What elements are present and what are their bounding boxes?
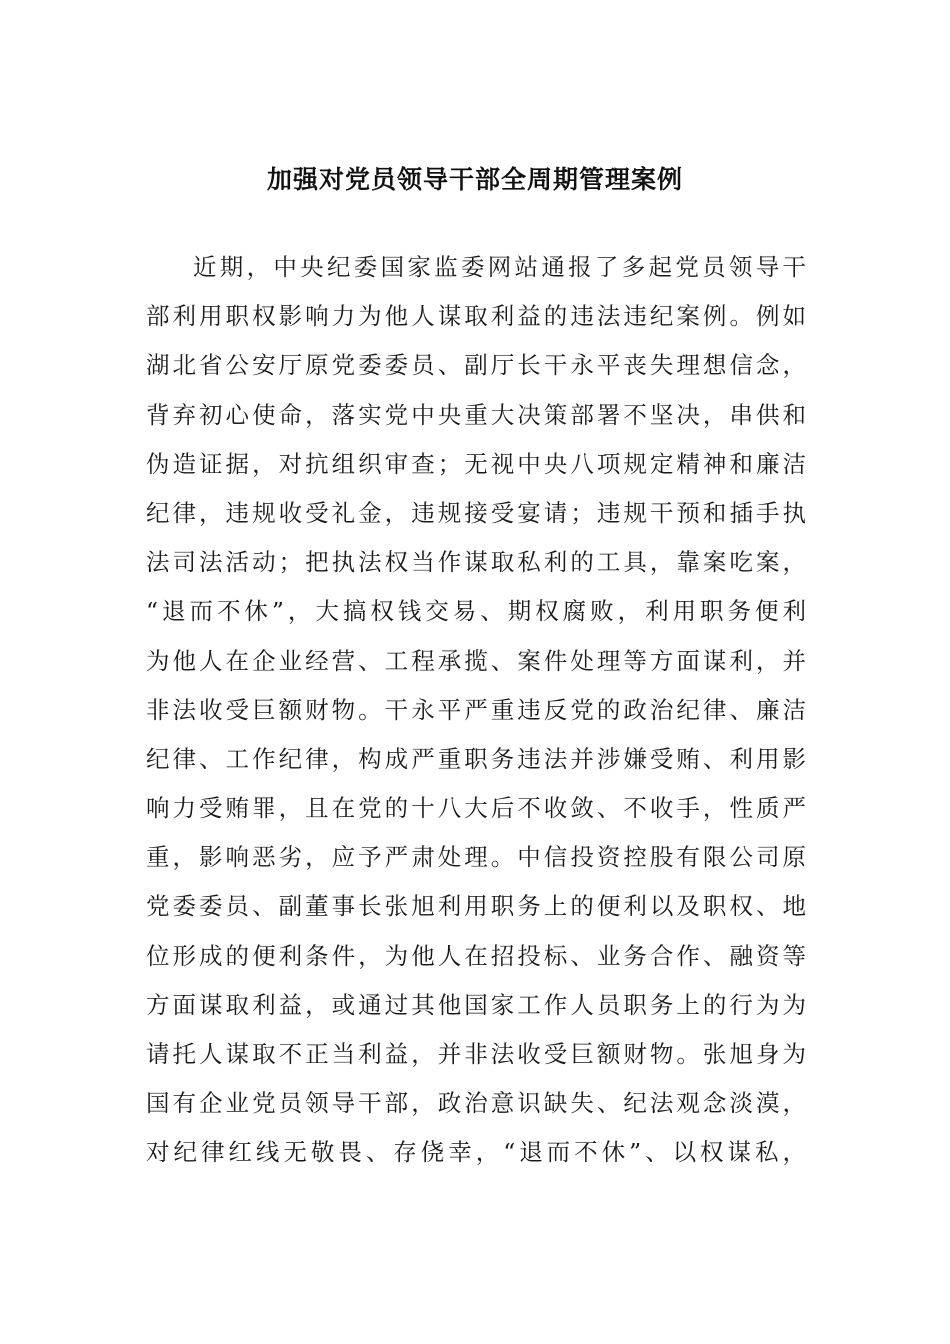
text-line: 对纪律红线无敬畏、存侥幸，“退而不休”、以权谋私， — [146, 1138, 806, 1167]
text-line: 法司法活动；把执法权当作谋取私利的工具，靠案吃案， — [146, 548, 806, 577]
body-paragraph — [146, 243, 806, 1178]
text-line: 响力受贿罪，且在党的十八大后不收敛、不收手，性质严 — [146, 794, 806, 823]
text-line: 部利用职权影响力为他人谋取利益的违法违纪案例。例如 — [146, 302, 806, 331]
text-line: 纪律、工作纪律，构成严重职务违法并涉嫌受贿、利用影 — [146, 744, 806, 773]
text-line: 位形成的便利条件，为他人在招投标、业务合作、融资等 — [146, 941, 806, 970]
text-line: 重，影响恶劣，应予严肃处理。中信投资控股有限公司原 — [146, 843, 806, 872]
text-line: “退而不休”，大搞权钱交易、期权腐败，利用职务便利 — [146, 597, 806, 626]
document-title: 加强对党员领导干部全周期管理案例 — [266, 165, 683, 194]
text-line: 近期，中央纪委国家监委网站通报了多起党员领导干 — [193, 253, 806, 281]
text-line: 方面谋取利益，或通过其他国家工作人员职务上的行为为 — [146, 990, 806, 1019]
text-line: 党委委员、副董事长张旭利用职务上的便利以及职权、地 — [146, 892, 806, 921]
text-line: 背弃初心使命，落实党中央重大决策部署不坚决，串供和 — [146, 400, 806, 429]
text-line: 湖北省公安厅原党委委员、副厅长干永平丧失理想信念， — [146, 351, 806, 380]
text-line: 请托人谋取不正当利益，并非法收受巨额财物。张旭身为 — [146, 1040, 806, 1068]
text-line: 国有企业党员领导干部，政治意识缺失、纪法观念淡漠， — [146, 1089, 806, 1118]
text-line: 伪造证据，对抗组织审查；无视中央八项规定精神和廉洁 — [146, 449, 806, 478]
text-line: 纪律，违规收受礼金，违规接受宴请；违规干预和插手执 — [146, 498, 806, 527]
text-line: 非法收受巨额财物。干永平严重违反党的政治纪律、廉洁 — [146, 695, 806, 724]
text-line: 为他人在企业经营、工程承揽、案件处理等方面谋利，并 — [146, 646, 806, 675]
